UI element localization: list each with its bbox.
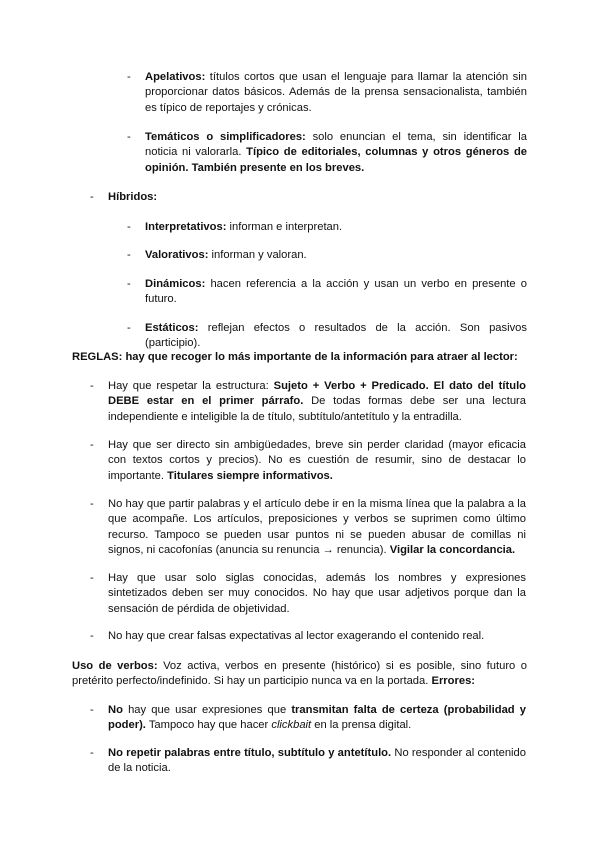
bullet-dash: -	[90, 498, 94, 510]
text-interpretativos: informan e interpretan.	[226, 221, 343, 233]
term-apelativos: Apelativos:	[145, 71, 206, 83]
bullet-dash: -	[127, 221, 131, 233]
bullet-dash: -	[127, 278, 131, 290]
term-estaticos: Estáticos:	[145, 322, 199, 334]
list-item-valorativos	[145, 248, 527, 263]
bullet-dash: -	[90, 704, 94, 716]
verbos-text: Voz activa, verbos en presente (histórico) si es posible, sino futuro o pretérito perfecto/indefinido. Si hay un participio nunca va en la portada.	[72, 660, 527, 688]
text-estaticos: reflejan efectos o resultados de la acción. Son pasivos (participio).	[145, 322, 527, 350]
error1-italic: clickbait	[271, 719, 312, 732]
term-valorativos: Valorativos:	[145, 249, 209, 261]
text-valorativos: informan y valoran.	[208, 249, 307, 261]
list-item-tematicos	[145, 130, 527, 176]
regla1-bold: Sujeto + Verbo + Predicado. El dato del título DEBE estar en el primer párrafo.	[108, 380, 527, 408]
regla4-text: Hay que usar solo siglas conocidas, además los nombres y expresiones sintetizados deben ser muy conocidos. No hay que usar adjetivos porque dan la sensación de pérdida de objetividad.	[108, 572, 526, 615]
list-item-estaticos	[145, 321, 527, 352]
text-dinamicos: hacen referencia a la acción y usan un verbo en presente o futuro.	[145, 278, 527, 306]
bullet-dash: -	[90, 747, 94, 759]
text-apelativos: títulos cortos que usan el lenguaje para llamar la atención sin proporcionar datos básicos. Además de la prensa sensacionalista, también es típico de reportajes y crónicas.	[145, 71, 527, 114]
text-tematicos: solo enuncian el tema, sin identificar la noticia ni valorarla.	[145, 131, 527, 159]
bullet-dash: -	[90, 191, 94, 203]
verbos-paragraph	[72, 659, 527, 690]
error-item-1	[108, 703, 526, 734]
regla-item-4	[108, 571, 526, 617]
regla3-bold: Vigilar la concordancia.	[389, 544, 516, 557]
list-item-dinamicos	[145, 277, 527, 308]
reglas-heading-text: REGLAS: hay que recoger lo más importante de la información para atraer al lector:	[72, 351, 518, 363]
heading-hibridos	[108, 190, 526, 205]
error2-post: No responder al contenido de la noticia.	[108, 747, 526, 775]
regla-item-2	[108, 438, 526, 484]
bullet-dash: -	[90, 380, 94, 392]
regla-item-5	[108, 629, 526, 644]
term-tematicos: Temáticos o simplificadores:	[145, 131, 306, 143]
error1-pre-italic: Tampoco hay que hacer	[145, 719, 272, 732]
regla3-pre: No hay que partir palabras y el artículo debe ir en la misma línea que la palabra a la que acompañe. Los artículos, preposiciones y verbos se suprimen como último recurso. Tampoco se pueden usar puntos ni se pueden abusar de comillas ni signos, ni cacofonías (anuncia su renuncia → renuncia).	[108, 498, 526, 557]
errores-label: Errores:	[431, 675, 476, 688]
error2-bold: No repetir palabras entre título, subtítulo y antetítulo.	[108, 747, 392, 759]
error1-post: en la prensa digital.	[311, 719, 412, 732]
reglas-heading	[72, 350, 527, 365]
error-item-2	[108, 746, 526, 777]
bold-tail-tematicos: Típico de editoriales, columnas y otros géneros de opinión. También presente en los breves.	[145, 146, 527, 174]
verbos-term: Uso de verbos:	[72, 660, 158, 672]
bullet-dash: -	[127, 322, 131, 334]
bullet-dash: -	[127, 249, 131, 261]
bullet-dash: -	[127, 71, 131, 83]
term-interpretativos: Interpretativos:	[145, 221, 227, 233]
error1-bold1: No	[108, 704, 123, 716]
regla1-pre: Hay que respetar la estructura:	[108, 380, 274, 392]
error1-bold2: transmitan falta de certeza (probabilidad y poder).	[108, 704, 526, 732]
regla1-post: De todas formas debe ser una lectura independiente e inteligible la de título, subtítulo/antetítulo y la entradilla.	[108, 395, 526, 423]
bullet-dash: -	[90, 439, 94, 451]
regla2-bold: Titulares siempre informativos.	[167, 469, 333, 482]
regla5-text: No hay que crear falsas expectativas al lector exagerando el contenido real.	[108, 630, 485, 642]
bullet-dash: -	[90, 572, 94, 584]
list-item-apelativos	[145, 70, 527, 116]
regla2-pre: Hay que ser directo sin ambigüedades, breve sin perder claridad (mayor eficacia con textos cortos y precios). No es cuestión de resumir, sino de destacar lo importante.	[108, 439, 526, 482]
term-dinamicos: Dinámicos:	[145, 278, 206, 290]
hibridos-heading-text: Híbridos:	[108, 191, 158, 203]
regla-item-1	[108, 379, 526, 425]
bullet-dash: -	[90, 630, 94, 642]
regla-item-3	[108, 497, 526, 559]
bullet-dash: -	[127, 131, 131, 143]
list-item-interpretativos	[145, 220, 527, 235]
error1-mid: hay que usar expresiones que	[122, 704, 292, 716]
